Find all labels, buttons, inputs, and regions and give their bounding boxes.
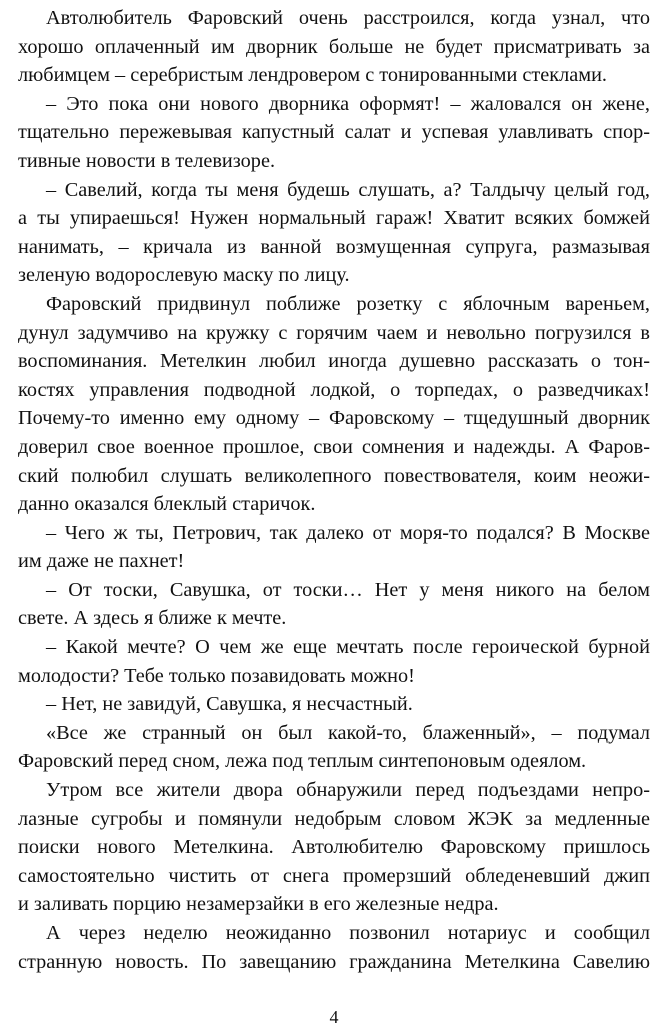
text-line: – Чего ж ты, Петрович, так далеко от моря-то подался? В Москве bbox=[46, 521, 650, 544]
text-line: а ты упираешься! Нужен нормальный гараж! Хватит всяких бомжей bbox=[18, 207, 650, 230]
paragraph bbox=[18, 176, 650, 290]
paragraph bbox=[18, 690, 650, 719]
text-line: – Это пока они нового дворника оформят! – жаловался он жене, bbox=[46, 92, 650, 115]
text-line: странную новость. По завещанию гражданина Метелкина Савелию bbox=[18, 950, 650, 973]
text-line: им даже не пахнет! bbox=[18, 550, 185, 573]
paragraph bbox=[18, 4, 650, 90]
text-line: – Какой мечте? О чем же еще мечтать после героической бурной bbox=[46, 636, 650, 659]
text-line: Утром все жители двора обнаружили перед подъездами непро- bbox=[46, 779, 650, 802]
body-text bbox=[18, 4, 650, 976]
text-line: Автолюбитель Фаровский очень расстроился, когда узнал, что bbox=[46, 7, 650, 29]
text-line: дунул задумчиво на кружку с горячим чаем и невольно погрузился в bbox=[18, 321, 650, 344]
text-line: нанимать, – кричала из ванной возмущенная супруга, размазывая bbox=[18, 235, 650, 258]
text-line: доверил свое военное прошлое, свои сомнения и надежды. А Фаров- bbox=[18, 435, 650, 458]
text-line: – От тоски, Савушка, от тоски… Нет у меня никого на белом bbox=[46, 578, 650, 601]
text-line: тивные новости в телевизоре. bbox=[18, 149, 276, 172]
text-line: А через неделю неожиданно позвонил нотариус и сообщил bbox=[46, 922, 650, 944]
page-number: 4 bbox=[329, 1007, 339, 1027]
text-line: зеленую водорослевую маску по лицу. bbox=[18, 264, 350, 287]
paragraph bbox=[18, 90, 650, 176]
text-line: тщательно пережевывая капустный салат и успевая улавливать спор- bbox=[18, 121, 650, 144]
text-line: «Все же странный он был какой-то, блаженный», – подумал bbox=[46, 721, 650, 744]
paragraph bbox=[18, 719, 650, 776]
text-line: – Савелий, когда ты меня будешь слушать, а? Талдычу целый год, bbox=[46, 178, 650, 201]
paragraph bbox=[18, 576, 650, 633]
text-line: любимцем – серебристым лендровером с тонированными стеклами. bbox=[18, 64, 607, 87]
text-line: поиски нового Метелкина. Автолюбителю Фаровскому пришлось bbox=[18, 836, 650, 859]
text-line: воспоминания. Метелкин любил иногда душевно рассказать о тон- bbox=[18, 350, 650, 373]
text-line: костях управления подводной лодкой, о торпедах, о разведчиках! bbox=[18, 378, 650, 401]
paragraph bbox=[18, 919, 650, 976]
text-line: Почему-то именно ему одному – Фаровскому – тщедушный дворник bbox=[18, 407, 650, 430]
text-line: и заливать порцию незамерзайки в его железные недра. bbox=[18, 893, 499, 916]
text-line: Фаровский перед сном, лежа под теплым синтепоновым одеялом. bbox=[18, 750, 587, 773]
text-line: хорошо оплаченный им дворник больше не будет присматривать за bbox=[18, 35, 650, 58]
text-line: лазные сугробы и помянули недобрым словом ЖЭК за медленные bbox=[18, 807, 650, 830]
text-line: свете. А здесь я ближе к мечте. bbox=[18, 607, 287, 630]
text-line: ский полюбил слушать великолепного повествователя, коим неожи- bbox=[18, 464, 650, 487]
paragraph bbox=[18, 519, 650, 576]
text-line: самостоятельно чистить от снега промерзший обледеневший джип bbox=[18, 864, 650, 887]
text-line: – Нет, не завидуй, Савушка, я несчастный. bbox=[46, 693, 413, 716]
paragraph bbox=[18, 290, 650, 519]
paragraph bbox=[18, 633, 650, 690]
text-line: молодости? Тебе только позавидовать можно! bbox=[18, 664, 415, 687]
paragraph bbox=[18, 776, 650, 919]
text-line: Фаровский придвинул поближе розетку с яблочным вареньем, bbox=[46, 292, 650, 315]
text-line: данно оказался блеклый старичок. bbox=[18, 493, 316, 516]
